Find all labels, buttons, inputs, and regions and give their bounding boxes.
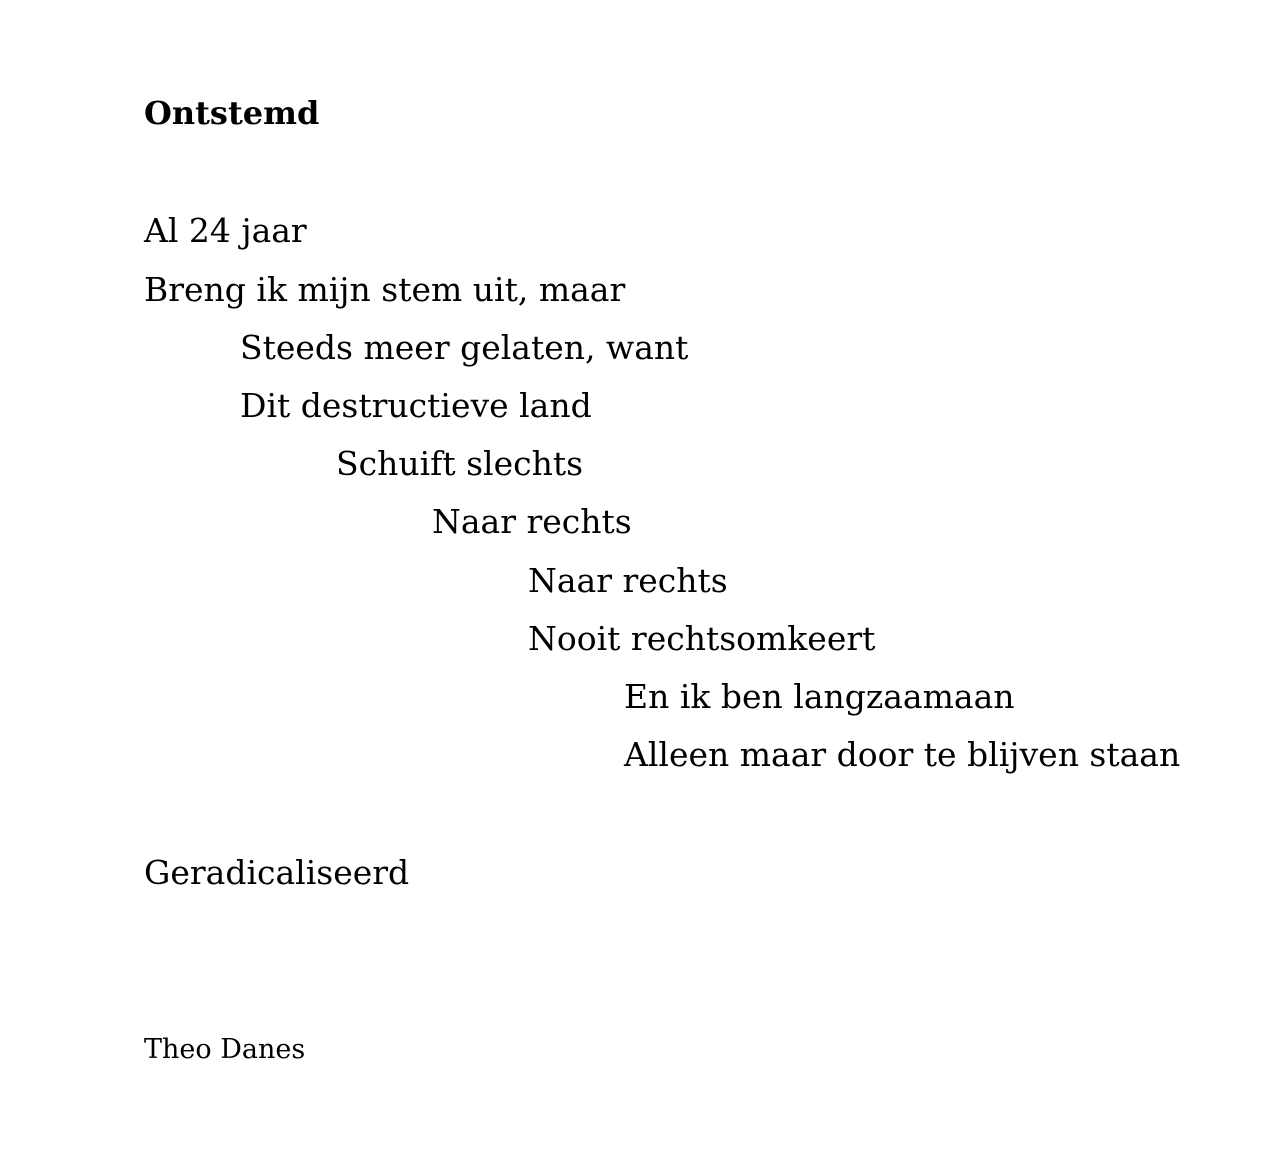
poem-line: Alleen maar door te blijven staan (624, 735, 1181, 774)
poem-line: Breng ik mijn stem uit, maar (144, 270, 626, 309)
poem-line: Naar rechts (432, 502, 632, 541)
poem-line: Dit destructieve land (240, 386, 592, 425)
poem-line: Naar rechts (528, 561, 728, 600)
poem-line: Al 24 jaar (144, 211, 307, 250)
poem-title: Ontstemd (144, 94, 320, 132)
poem-line: En ik ben langzaamaan (624, 677, 1015, 716)
poem-closing-line: Geradicaliseerd (144, 853, 410, 892)
poem-line: Steeds meer gelaten, want (240, 328, 689, 367)
poem-line: Nooit rechtsomkeert (528, 619, 876, 658)
poem-author: Theo Danes (144, 1034, 306, 1065)
poem-line: Schuift slechts (336, 444, 584, 483)
